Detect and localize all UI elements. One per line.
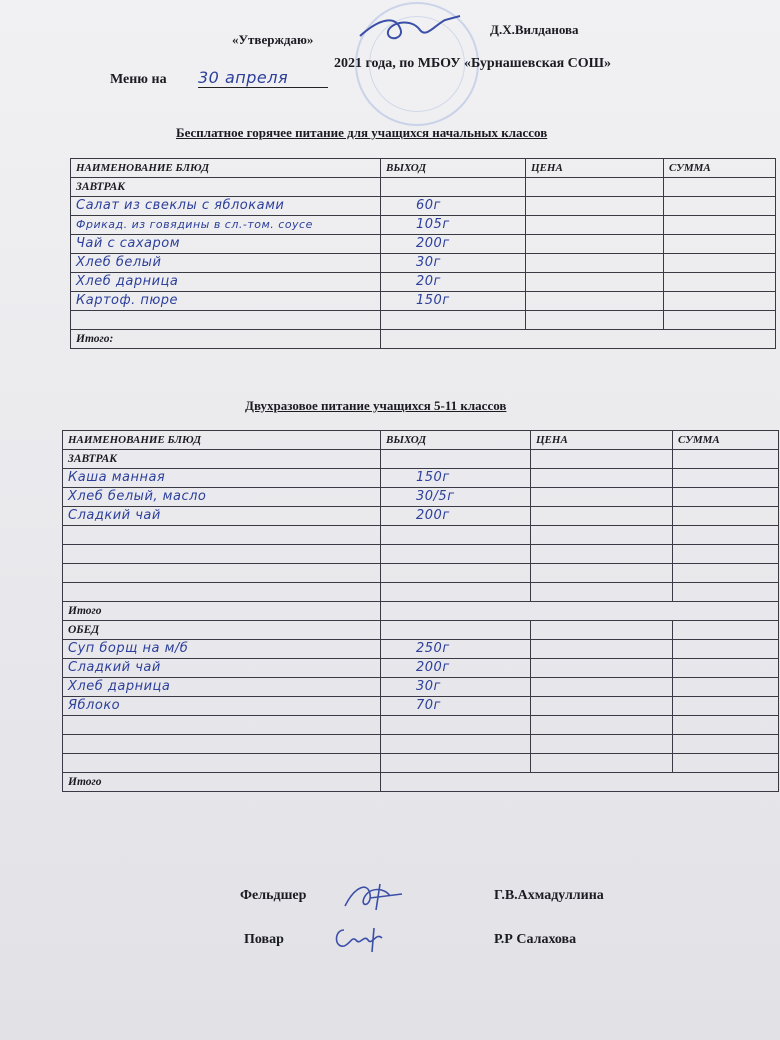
table-row <box>63 735 779 754</box>
section-label: ЗАВТРАК <box>63 450 381 469</box>
medic-role: Фельдшер <box>240 888 307 903</box>
dish-name: Сладкий чай <box>63 659 381 678</box>
approve-label: «Утверждаю» <box>232 32 314 47</box>
col-sum-header: СУММА <box>664 159 776 178</box>
total-row <box>63 602 779 621</box>
section-label: ОБЕД <box>63 621 381 640</box>
dish-yield: 20г <box>381 273 526 292</box>
menu-date: 30 апреля <box>198 68 328 88</box>
table-row <box>63 659 779 678</box>
col-sum-header: СУММА <box>673 431 779 450</box>
col-price-header: ЦЕНА <box>526 159 664 178</box>
table-row <box>63 678 779 697</box>
dish-name: Чай с сахаром <box>71 235 381 254</box>
menu-suffix: 2021 года, по МБОУ «Бурнашевская СОШ» <box>334 56 612 71</box>
total-row <box>63 773 779 792</box>
director-name: Д.Х.Вилданова <box>490 22 579 37</box>
secondary-title: Двухразовое питание учащихся 5-11 классов <box>245 398 507 413</box>
table-row <box>63 640 779 659</box>
dish-name: Хлеб дарница <box>63 678 381 697</box>
col-name-header: НАИМЕНОВАНИЕ БЛЮД <box>63 431 381 450</box>
dish-yield: 30г <box>381 678 531 697</box>
table-row <box>63 716 779 735</box>
dish-yield: 70г <box>381 697 531 716</box>
table-header-row <box>63 431 779 450</box>
dish-yield: 250г <box>381 640 531 659</box>
cook-role: Повар <box>244 932 284 947</box>
section-row <box>63 450 779 469</box>
total-label: Итого <box>63 602 381 621</box>
dish-yield: 150г <box>381 469 531 488</box>
dish-yield: 200г <box>381 507 531 526</box>
dish-yield: 30/5г <box>381 488 531 507</box>
cook-signature <box>330 922 390 956</box>
dish-name: Хлеб белый, масло <box>63 488 381 507</box>
dish-yield: 30г <box>381 254 526 273</box>
table-row <box>63 469 779 488</box>
dish-name: Салат из свеклы с яблоками <box>71 197 381 216</box>
dish-yield: 200г <box>381 235 526 254</box>
dish-yield: 105г <box>381 216 526 235</box>
col-price-header: ЦЕНА <box>531 431 673 450</box>
col-yield-header: ВЫХОД <box>381 159 526 178</box>
dish-name: Суп борщ на м/б <box>63 640 381 659</box>
col-name-header: НАИМЕНОВАНИЕ БЛЮД <box>71 159 381 178</box>
secondary-menu-table <box>62 430 779 792</box>
medic-name: Г.В.Ахмадуллина <box>494 888 604 903</box>
medic-signature <box>340 876 410 916</box>
table-row <box>71 197 776 216</box>
table-row <box>63 526 779 545</box>
section-row <box>71 178 776 197</box>
table-row <box>63 754 779 773</box>
table-row <box>63 564 779 583</box>
table-header-row <box>71 159 776 178</box>
table-row <box>63 488 779 507</box>
dish-yield: 200г <box>381 659 531 678</box>
table-row <box>63 583 779 602</box>
dish-name: Фрикад. из говядины в сл.-том. соусе <box>71 216 381 235</box>
dish-name: Яблоко <box>63 697 381 716</box>
table-row <box>63 507 779 526</box>
cook-name: Р.Р Салахова <box>494 932 577 947</box>
total-label: Итого <box>63 773 381 792</box>
dish-name: Хлеб белый <box>71 254 381 273</box>
menu-prefix: Меню на <box>110 72 167 87</box>
table-row <box>63 545 779 564</box>
dish-name: Хлеб дарница <box>71 273 381 292</box>
dish-name: Каша манная <box>63 469 381 488</box>
dish-name: Картоф. пюре <box>71 292 381 311</box>
total-row <box>71 330 776 349</box>
table-row <box>71 273 776 292</box>
dish-name: Сладкий чай <box>63 507 381 526</box>
table-row <box>71 216 776 235</box>
section-row <box>63 621 779 640</box>
total-label: Итого: <box>71 330 381 349</box>
table-row <box>71 235 776 254</box>
table-row <box>71 254 776 273</box>
table-row <box>71 292 776 311</box>
primary-menu-table <box>70 158 776 349</box>
col-yield-header: ВЫХОД <box>381 431 531 450</box>
section-label: ЗАВТРАК <box>71 178 381 197</box>
table-row <box>71 311 776 330</box>
table-row <box>63 697 779 716</box>
director-signature <box>350 8 470 48</box>
dish-yield: 150г <box>381 292 526 311</box>
primary-title: Бесплатное горячее питание для учащихся начальных классов <box>176 125 548 140</box>
dish-yield: 60г <box>381 197 526 216</box>
